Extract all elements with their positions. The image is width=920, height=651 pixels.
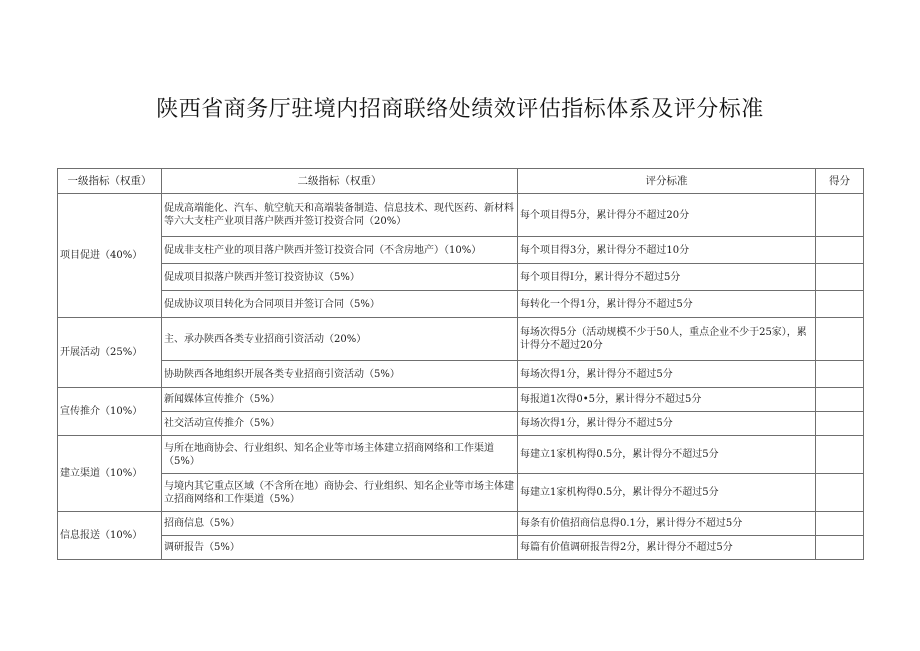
criteria-cell: 每场次得1分，累计得分不超过5分 bbox=[518, 361, 816, 388]
table-row bbox=[58, 536, 864, 560]
table-row bbox=[58, 291, 864, 318]
score-cell[interactable] bbox=[816, 318, 864, 361]
criteria-cell: 每个项目得5分，累计得分不超过20分 bbox=[518, 194, 816, 237]
score-cell[interactable] bbox=[816, 388, 864, 412]
indicator-cell: 社交活动宣传推介（5%） bbox=[162, 412, 518, 436]
score-cell[interactable] bbox=[816, 361, 864, 388]
table-row bbox=[58, 412, 864, 436]
header-level1: 一级指标（权重） bbox=[58, 169, 162, 194]
category-cell: 开展活动（25%） bbox=[58, 318, 162, 388]
table-row bbox=[58, 436, 864, 474]
score-cell[interactable] bbox=[816, 412, 864, 436]
category-cell: 建立渠道（10%） bbox=[58, 436, 162, 512]
score-cell[interactable] bbox=[816, 536, 864, 560]
score-cell[interactable] bbox=[816, 237, 864, 264]
header-criteria: 评分标准 bbox=[518, 169, 816, 194]
indicator-cell: 与所在地商协会、行业组织、知名企业等市场主体建立招商网络和工作渠道（5%） bbox=[162, 436, 518, 474]
table-row bbox=[58, 474, 864, 512]
criteria-cell: 每转化一个得1分，累计得分不超过5分 bbox=[518, 291, 816, 318]
score-cell[interactable] bbox=[816, 474, 864, 512]
score-cell[interactable] bbox=[816, 264, 864, 291]
table-row bbox=[58, 318, 864, 361]
criteria-cell: 每个项目得3分，累计得分不超过10分 bbox=[518, 237, 816, 264]
indicator-cell: 与境内其它重点区域（不含所在地）商协会、行业组织、知名企业等市场主体建立招商网络和工作渠道（5%） bbox=[162, 474, 518, 512]
table-row bbox=[58, 237, 864, 264]
criteria-cell: 每篇有价值调研报告得2分，累计得分不超过5分 bbox=[518, 536, 816, 560]
criteria-cell: 每建立1家机构得0.5分，累计得分不超过5分 bbox=[518, 474, 816, 512]
score-cell[interactable] bbox=[816, 436, 864, 474]
criteria-cell: 每场次得1分，累计得分不超过5分 bbox=[518, 412, 816, 436]
score-cell[interactable] bbox=[816, 291, 864, 318]
category-cell: 项目促进（40%） bbox=[58, 194, 162, 318]
criteria-cell: 每建立1家机构得0.5分，累计得分不超过5分 bbox=[518, 436, 816, 474]
criteria-cell: 每报道1次得0•5分，累计得分不超过5分 bbox=[518, 388, 816, 412]
indicator-cell: 促成协议项目转化为合同项目并签订合同（5%） bbox=[162, 291, 518, 318]
criteria-cell: 每场次得5分（活动规模不少于50人，重点企业不少于25家），累计得分不超过20分 bbox=[518, 318, 816, 361]
table-header-row bbox=[58, 169, 864, 194]
indicator-cell: 协助陕西各地组织开展各类专业招商引资活动（5%） bbox=[162, 361, 518, 388]
table-row bbox=[58, 512, 864, 536]
table-row bbox=[58, 264, 864, 291]
header-level2: 二级指标（权重） bbox=[162, 169, 518, 194]
header-score: 得分 bbox=[816, 169, 864, 194]
category-cell: 宣传推介（10%） bbox=[58, 388, 162, 436]
indicator-cell: 促成项目拟落户陕西并签订投资协议（5%） bbox=[162, 264, 518, 291]
table-row bbox=[58, 194, 864, 237]
category-cell: 信息报送（10%） bbox=[58, 512, 162, 560]
table-row bbox=[58, 361, 864, 388]
indicator-cell: 主、承办陕西各类专业招商引资活动（20%） bbox=[162, 318, 518, 361]
criteria-cell: 每条有价值招商信息得0.1分，累计得分不超过5分 bbox=[518, 512, 816, 536]
indicator-cell: 促成高端能化、汽车、航空航天和高端装备制造、信息技术、现代医药、新材料等六大支柱产业项目落户陕西并签订投资合同（20%） bbox=[162, 194, 518, 237]
indicator-cell: 招商信息（5%） bbox=[162, 512, 518, 536]
score-cell[interactable] bbox=[816, 512, 864, 536]
table-row bbox=[58, 388, 864, 412]
scoring-table bbox=[57, 168, 864, 560]
indicator-cell: 新闻媒体宣传推介（5%） bbox=[162, 388, 518, 412]
indicator-cell: 调研报告（5%） bbox=[162, 536, 518, 560]
indicator-cell: 促成非支柱产业的项目落户陕西并签订投资合同（不含房地产）（10%） bbox=[162, 237, 518, 264]
criteria-cell: 每个项目得I分，累计得分不超过5分 bbox=[518, 264, 816, 291]
document-title: 陕西省商务厅驻境内招商联络处绩效评估指标体系及评分标准 bbox=[156, 97, 764, 122]
score-cell[interactable] bbox=[816, 194, 864, 237]
